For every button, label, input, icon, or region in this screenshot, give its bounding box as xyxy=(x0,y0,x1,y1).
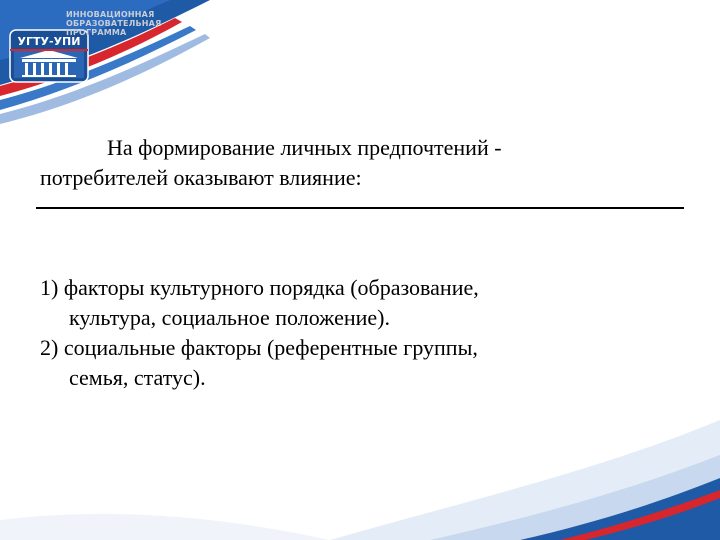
list-item-line: 1) факторы культурного порядка (образование, xyxy=(40,275,479,300)
logo-caption xyxy=(66,10,176,37)
logo-caption-line: ИННОВАЦИОННАЯ xyxy=(66,10,155,19)
intro-line: На формирование личных предпочтений - xyxy=(107,135,502,160)
horizontal-divider xyxy=(36,207,684,209)
list-item-line: культура, социальное положение). xyxy=(69,305,390,330)
logo-caption-line: ОБРАЗОВАТЕЛЬНАЯ xyxy=(66,19,162,28)
list-item-line: 2) социальные факторы (референтные группы, xyxy=(40,335,478,360)
intro-line: потребителей оказывают влияние: xyxy=(40,165,362,190)
list-item xyxy=(40,333,700,393)
list-item xyxy=(40,273,700,333)
bottom-left-light-wave xyxy=(0,514,330,540)
logo-name: УГТУ-УПИ xyxy=(17,35,81,48)
intro-paragraph xyxy=(40,133,700,193)
list-item-line: семья, статус). xyxy=(69,365,206,390)
university-logo xyxy=(0,0,180,100)
logo-caption-line: ПРОГРАММА xyxy=(66,28,127,37)
factors-list xyxy=(40,273,700,393)
